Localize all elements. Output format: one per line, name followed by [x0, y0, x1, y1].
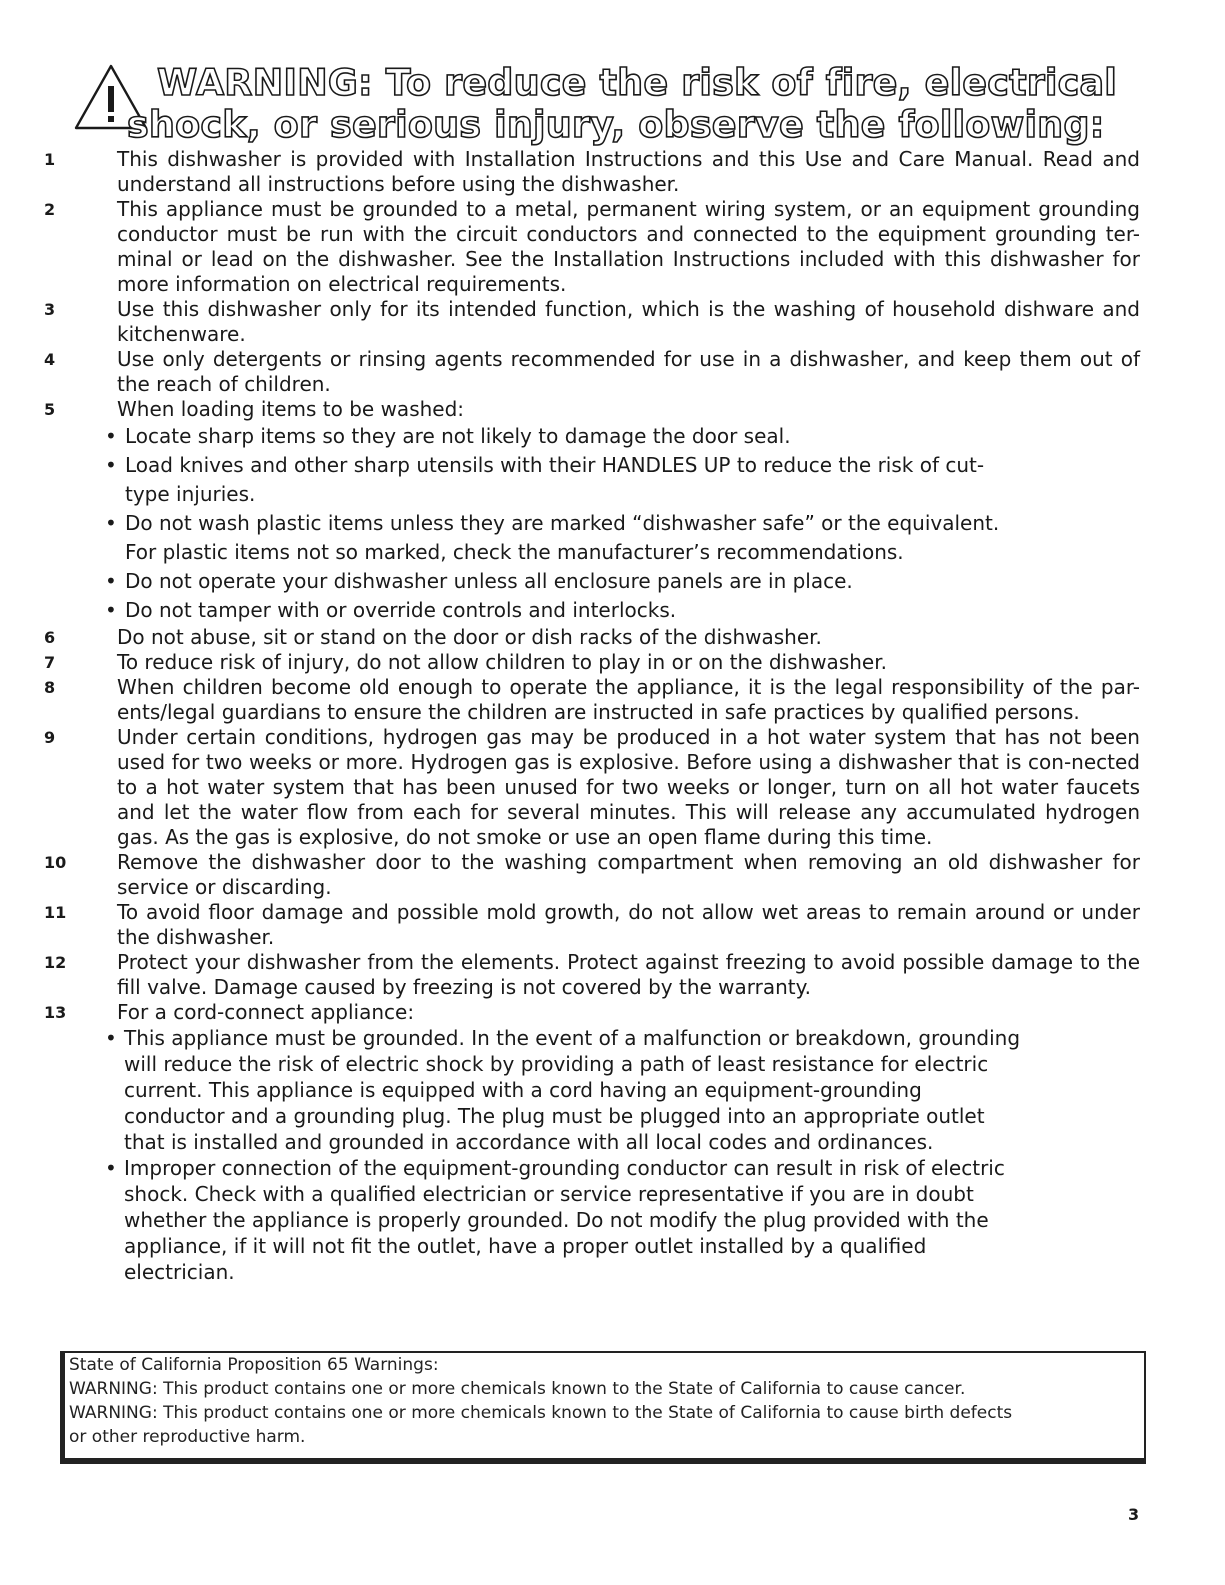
- bullet-dot-icon: •: [105, 598, 117, 622]
- item-number: 8: [44, 678, 56, 697]
- list-item: [0, 347, 1140, 397]
- prop65-birth-defects-warning: WARNING: This product contains one or more chemicals known to the State of California to cause birth defects: [69, 1403, 1013, 1423]
- bullet-item: [0, 422, 1024, 451]
- list-item: [0, 950, 1140, 1000]
- bullet-dot-icon: •: [105, 453, 117, 477]
- bullet-text: Load knives and other sharp utensils with their HANDLES UP to reduce the risk of cut-type injuries.: [125, 453, 985, 506]
- loading-bullets: [0, 422, 1225, 625]
- cord-connect-bullets: [0, 1025, 1225, 1285]
- item-number: 7: [44, 653, 56, 672]
- bullet-dot-icon: •: [105, 1156, 117, 1180]
- item-text: For a cord-connect appliance:: [117, 1000, 415, 1024]
- warning-heading-line2: shock, or serious injury, observe the following:: [127, 103, 1105, 146]
- prop65-cancer-warning: WARNING: This product contains one or more chemicals known to the State of California to cause cancer.: [69, 1379, 966, 1399]
- prop65-warning-box: [60, 1351, 1146, 1464]
- list-item: [0, 1000, 1140, 1025]
- bullet-text: Do not tamper with or override controls and interlocks.: [125, 598, 677, 622]
- item-number: 11: [44, 903, 67, 922]
- item-text: This dishwasher is provided with Installation Instructions and this Use and Care Manual. Read and understand all instructions before using the dishwasher.: [117, 147, 1140, 196]
- item-text: Protect your dishwasher from the elements. Protect against freezing to avoid possible damage to the fill valve. Damage caused by freezing is not covered by the warranty.: [117, 950, 1140, 999]
- item-text: To reduce risk of injury, do not allow children to play in or on the dishwasher.: [117, 650, 887, 674]
- bullet-dot-icon: •: [105, 511, 117, 535]
- item-number: 9: [44, 728, 56, 747]
- bullet-text: Locate sharp items so they are not likely to damage the door seal.: [125, 424, 791, 448]
- bullet-item: [0, 567, 1024, 596]
- item-text: When children become old enough to operate the appliance, it is the legal responsibility of the par-ents/legal guardians to ensure the children are instructed in safe practices by qualified persons.: [117, 675, 1140, 724]
- list-item: [0, 147, 1140, 197]
- bullet-dot-icon: •: [105, 424, 117, 448]
- page-number: 3: [1128, 1505, 1140, 1524]
- warning-heading-line1: WARNING: To reduce the risk of fire, electrical: [157, 61, 1118, 104]
- item-number: 5: [44, 400, 56, 419]
- item-number: 3: [44, 300, 56, 319]
- item-text: Do not abuse, sit or stand on the door or dish racks of the dishwasher.: [117, 625, 822, 649]
- bullet-item: [0, 1025, 1024, 1155]
- item-text: Use this dishwasher only for its intended function, which is the washing of household dishware and kitchenware.: [117, 297, 1140, 346]
- bullet-dot-icon: •: [105, 569, 117, 593]
- bullet-item: [0, 1155, 1024, 1285]
- list-item: [0, 650, 1140, 675]
- bullet-item: [0, 451, 1024, 509]
- prop65-title: State of California Proposition 65 Warnings:: [69, 1355, 439, 1375]
- list-item: [0, 197, 1140, 297]
- list-item: [0, 900, 1140, 950]
- prop65-birth-defects-warning-cont: or other reproductive harm.: [69, 1427, 306, 1447]
- list-item: [0, 725, 1140, 850]
- warning-heading: [127, 61, 1118, 146]
- list-item: [0, 850, 1140, 900]
- bullet-item: [0, 596, 1024, 625]
- item-number: 13: [44, 1003, 67, 1022]
- bullet-text: Do not operate your dishwasher unless all enclosure panels are in place.: [125, 569, 853, 593]
- list-item: [0, 625, 1140, 650]
- list-item: [0, 675, 1140, 725]
- bullet-text: This appliance must be grounded. In the event of a malfunction or breakdown, grounding will reduce the risk of electric shock by providing a path of least resistance for electric current. This appliance is equipped with a cord having an equipment-grounding conductor and a grounding plug. The plug must be plugged into an appropriate outlet that is installed and grounded in accordance with all local codes and ordinances.: [124, 1026, 1021, 1154]
- item-number: 1: [44, 150, 56, 169]
- item-number: 4: [44, 350, 56, 369]
- list-item: [0, 397, 1140, 422]
- bullet-item: [0, 509, 1024, 567]
- item-number: 6: [44, 628, 56, 647]
- safety-instructions-list: [0, 147, 1225, 1285]
- item-number: 2: [44, 200, 56, 219]
- item-number: 10: [44, 853, 67, 872]
- list-item: [0, 297, 1140, 347]
- bullet-dot-icon: •: [105, 1026, 117, 1050]
- item-text: This appliance must be grounded to a metal, permanent wiring system, or an equipment grounding conductor must be run with the circuit conductors and connected to the equipment grounding ter-minal or lead on the dishwasher. See the Installation Instructions included with this dishwasher for more information on electrical requirements.: [117, 197, 1140, 296]
- item-text: Use only detergents or rinsing agents recommended for use in a dishwasher, and keep them out of the reach of children.: [117, 347, 1140, 396]
- item-text: To avoid floor damage and possible mold growth, do not allow wet areas to remain around or under the dishwasher.: [117, 900, 1140, 949]
- item-number: 12: [44, 953, 67, 972]
- item-text: Under certain conditions, hydrogen gas may be produced in a hot water system that has not been used for two weeks or more. Hydrogen gas is explosive. Before using a dishwasher that is con-nected to a hot water system that has been unused for two weeks or longer, turn on all hot water faucets and let the water flow from each for several minutes. This will release any accumulated hydrogen gas. As the gas is explosive, do not smoke or use an open flame during this time.: [117, 725, 1140, 849]
- bullet-text: Do not wash plastic items unless they are marked “dishwasher safe” or the equivalent. For plastic items not so marked, check the manufacturer’s recommendations.: [125, 511, 1000, 564]
- item-text: When loading items to be washed:: [117, 397, 465, 421]
- item-text: Remove the dishwasher door to the washing compartment when removing an old dishwasher for service or discarding.: [117, 850, 1140, 899]
- bullet-text: Improper connection of the equipment-grounding conductor can result in risk of electric shock. Check with a qualified electrician or service representative if you are in doubt whether the appliance is properly grounded. Do not modify the plug provided with the appliance, if it will not fit the outlet, have a proper outlet installed by a qualified electrician.: [124, 1156, 1005, 1284]
